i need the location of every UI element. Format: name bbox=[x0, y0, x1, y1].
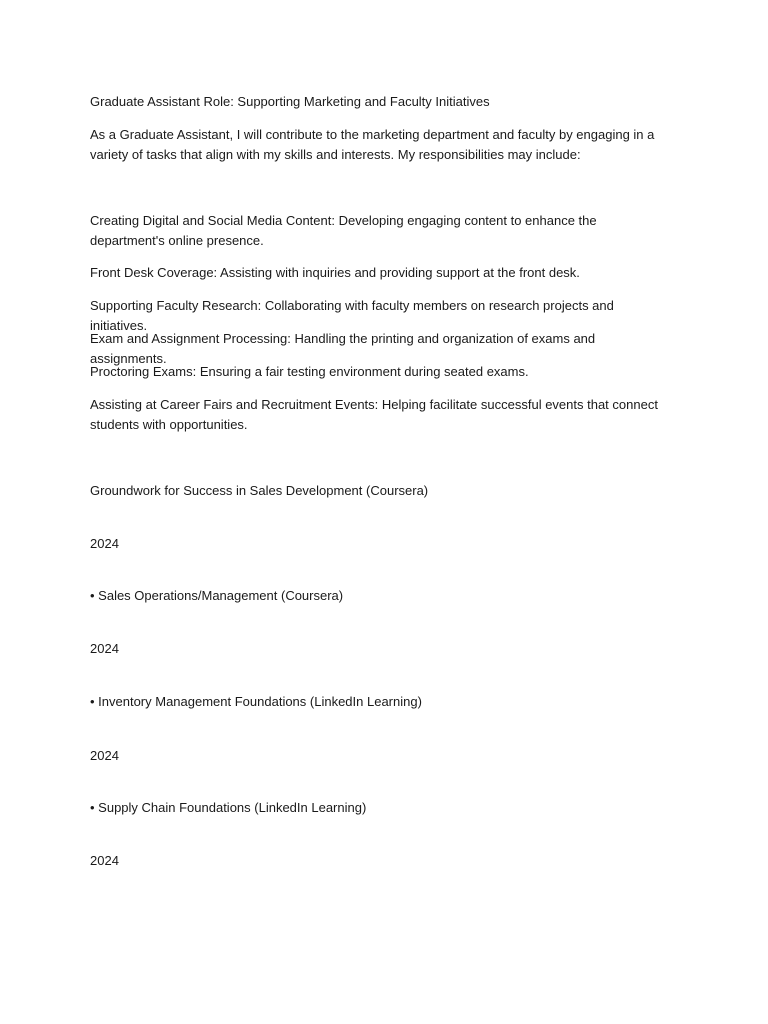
certification-year: 2024 bbox=[90, 641, 119, 656]
responsibility-item: Assisting at Career Fairs and Recruitment Events: Helping facilitate successful events that connect students with opportunities. bbox=[90, 397, 658, 432]
certification-year: 2024 bbox=[90, 536, 119, 551]
responsibility-item: Front Desk Coverage: Assisting with inquiries and providing support at the front desk. bbox=[90, 265, 580, 280]
certification-name: • Sales Operations/Management (Coursera) bbox=[90, 588, 344, 603]
certification-name: • Supply Chain Foundations (LinkedIn Learning) bbox=[90, 800, 367, 815]
certification-name: Groundwork for Success in Sales Development (Coursera) bbox=[90, 483, 429, 498]
responsibility-item: Supporting Faculty Research: Collaborating with faculty members on research projects and initiatives. bbox=[90, 298, 614, 333]
certification-year: 2024 bbox=[90, 748, 119, 763]
intro-paragraph: As a Graduate Assistant, I will contribute to the marketing department and faculty by engaging in a variety of tasks that align with my skills and interests. My responsibilities may include: bbox=[90, 127, 655, 162]
certification-name: • Inventory Management Foundations (LinkedIn Learning) bbox=[90, 694, 422, 709]
responsibility-item: Exam and Assignment Processing: Handling the printing and organization of exams and assignments. bbox=[90, 331, 596, 366]
responsibility-item: Proctoring Exams: Ensuring a fair testing environment during seated exams. bbox=[90, 364, 529, 379]
certification-year: 2024 bbox=[90, 853, 119, 868]
document-title: Graduate Assistant Role: Supporting Marketing and Faculty Initiatives bbox=[90, 94, 490, 109]
responsibility-item: Creating Digital and Social Media Content: Developing engaging content to enhance the department's online presence. bbox=[90, 213, 597, 248]
